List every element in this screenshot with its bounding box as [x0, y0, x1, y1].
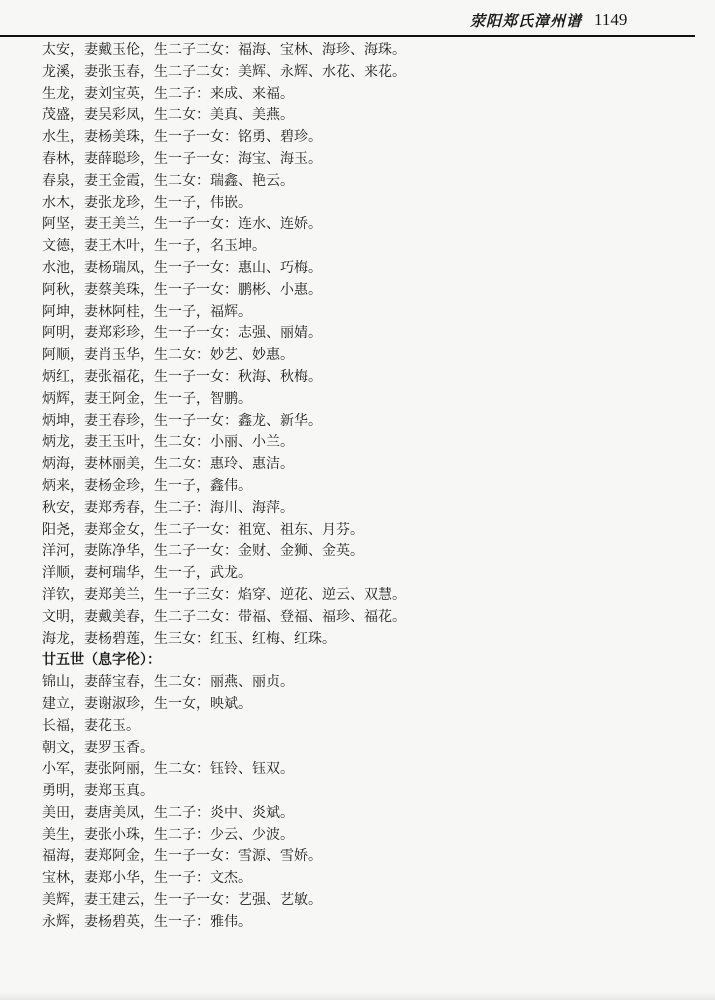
genealogy-entry: 美生，妻张小珠，生二子：少云、少波。 [42, 826, 294, 843]
genealogy-entry: 水池，妻杨瑞凤，生一子一女：惠山、巧梅。 [42, 259, 322, 276]
genealogy-entry: 永辉，妻杨碧英，生一子：雅伟。 [42, 913, 252, 930]
genealogy-entry: 文明，妻戴美春，生二子二女：带福、登福、福珍、福花。 [42, 608, 406, 625]
genealogy-entry: 阿顺，妻肖玉华，生二女：妙艺、妙惠。 [42, 347, 294, 364]
genealogy-entry: 美田，妻唐美凤，生二子：炎中、炎斌。 [42, 804, 294, 821]
genealogy-entry: 洋钦，妻郑美兰，生一子三女：焰穿、逆花、逆云、双慧。 [42, 586, 406, 603]
genealogy-entry: 阿坚，妻王美兰，生一子一女：连水、连娇。 [42, 216, 322, 233]
genealogy-entry: 炳龙，妻王玉叶，生二女：小丽、小兰。 [42, 434, 294, 451]
genealogy-entry: 美辉，妻王建云，生一子一女：艺强、艺敏。 [42, 892, 322, 909]
genealogy-entry: 春林，妻薛聪珍，生一子一女：海宝、海玉。 [42, 150, 322, 167]
genealogy-entry: 福海，妻郑阿金，生一子一女：雪源、雪娇。 [42, 848, 322, 865]
genealogy-entry: 勇明，妻郑玉真。 [42, 783, 154, 800]
genealogy-entry: 龙溪，妻张玉春，生二子二女：美辉、永辉、水花、来花。 [42, 63, 406, 80]
scan-edge [0, 992, 715, 1000]
genealogy-entry: 锦山，妻薛宝春，生二女：丽燕、丽贞。 [42, 674, 294, 691]
genealogy-entry: 阿明，妻郑彩珍，生一子一女：志强、丽婧。 [42, 325, 322, 342]
genealogy-entry: 水生，妻杨美珠，生一子一女：铭勇、碧珍。 [42, 129, 322, 146]
book-title: 荥阳郑氏漳州谱 [470, 11, 583, 30]
genealogy-entry: 炳红，妻张福花，生一子一女：秋海、秋梅。 [42, 368, 322, 385]
genealogy-entry: 海龙，妻杨碧莲，生三女：红玉、红梅、红珠。 [42, 630, 336, 647]
genealogy-entry: 太安，妻戴玉伦，生二子二女：福海、宝林、海珍、海珠。 [42, 42, 406, 58]
genealogy-entry: 长福，妻花玉。 [42, 717, 140, 734]
genealogy-entry: 阿秋，妻蔡美珠，生一子一女：鹏彬、小惠。 [42, 281, 322, 298]
generation-heading: 廿五世（息字伦）： [42, 652, 161, 669]
genealogy-entry: 洋河，妻陈净华，生二子一女：金财、金狮、金英。 [42, 543, 364, 560]
genealogy-entry: 炳来，妻杨金珍，生一子，鑫伟。 [42, 477, 252, 494]
genealogy-entry: 炳海，妻林丽美，生二女：惠玲、惠洁。 [42, 456, 294, 473]
genealogy-entry: 炳坤，妻王春珍，生一子一女：鑫龙、新华。 [42, 412, 322, 429]
genealogy-entry: 建立，妻谢淑珍，生一女，映斌。 [42, 695, 252, 712]
genealogy-entry: 秋安，妻郑秀春，生二子：海川、海萍。 [42, 499, 294, 516]
genealogy-entry: 阿坤，妻林阿桂，生一子，福辉。 [42, 303, 252, 320]
header-rule [0, 35, 695, 37]
genealogy-entry: 炳辉，妻王阿金，生一子，智鹏。 [42, 390, 252, 407]
genealogy-entry: 宝林，妻郑小华，生一子：文杰。 [42, 870, 252, 887]
genealogy-entry: 文德，妻王木叶，生一子，名玉坤。 [42, 238, 266, 255]
genealogy-entry: 水木，妻张龙珍，生一子，伟嵌。 [42, 194, 252, 211]
genealogy-entry: 阳尧，妻郑金女，生二子一女：祖宽、祖东、月芬。 [42, 521, 364, 538]
genealogy-text [42, 40, 682, 934]
genealogy-entry: 生龙，妻刘宝英，生二子：来成、来福。 [42, 85, 294, 102]
genealogy-entry: 洋顺，妻柯瑞华，生一子，武龙。 [42, 565, 252, 582]
page-header [470, 8, 700, 32]
genealogy-entry: 茂盛，妻吴彩凤，生二女：美真、美燕。 [42, 107, 294, 124]
genealogy-entry: 小军，妻张阿丽，生二女：钰铃、钰双。 [42, 761, 294, 778]
genealogy-entry: 朝文，妻罗玉香。 [42, 739, 154, 756]
genealogy-entry: 春泉，妻王金霞，生二女：瑞鑫、艳云。 [42, 172, 294, 189]
page-number: 1149 [594, 10, 628, 29]
